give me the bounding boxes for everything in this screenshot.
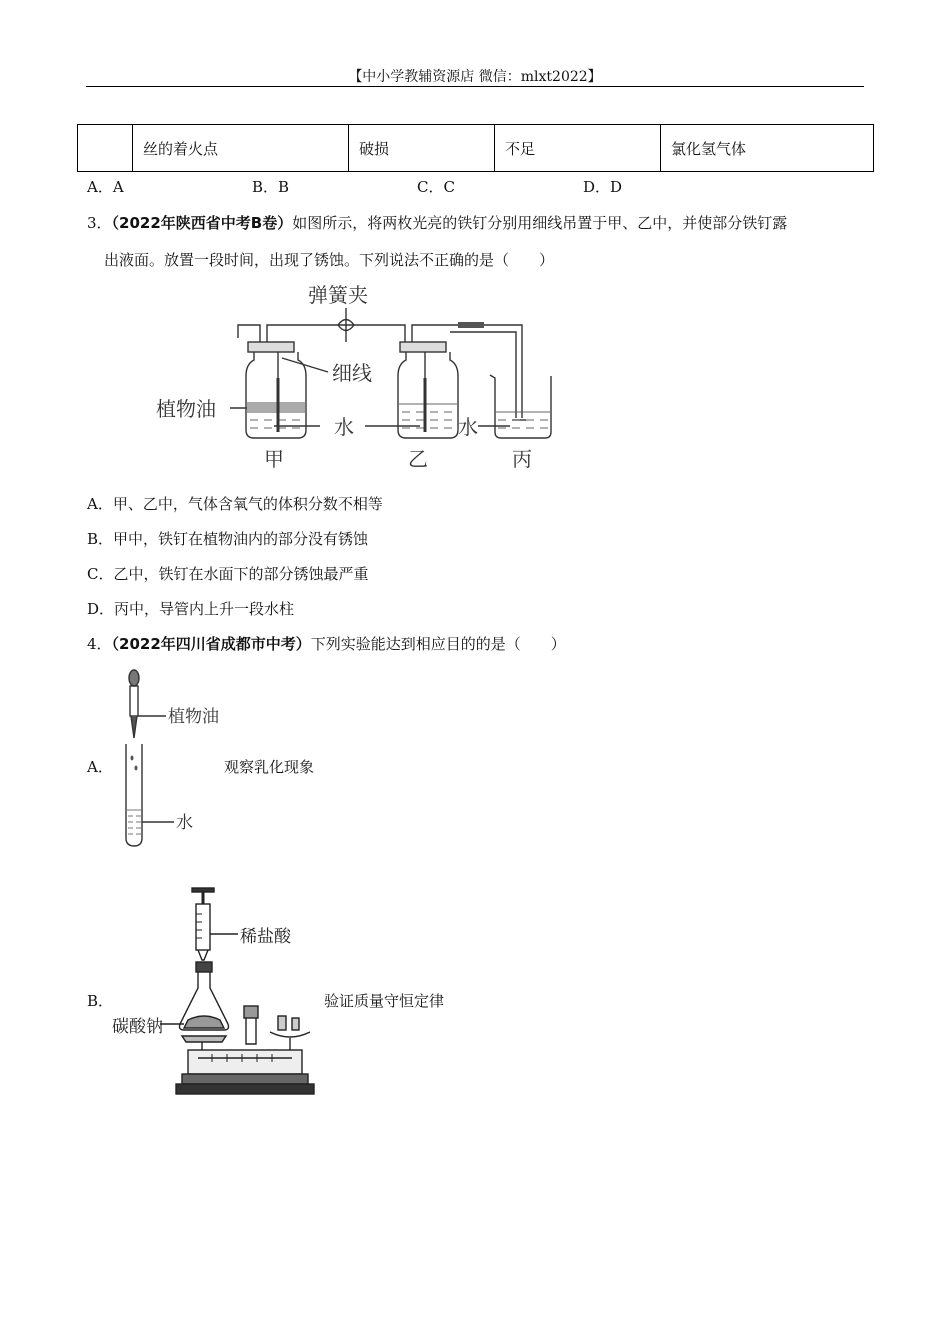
question-4 — [87, 633, 566, 654]
label-thread: 细线 — [332, 361, 372, 385]
option-b-caption: 验证质量守恒定律 — [324, 992, 445, 1010]
option-b: B．甲中，铁钉在植物油内的部分没有锈蚀 — [87, 530, 369, 548]
label-clamp: 弹簧夹 — [308, 283, 368, 307]
table-row — [78, 125, 874, 172]
label-bing: 丙 — [512, 447, 532, 471]
table-cell — [78, 125, 133, 172]
question-stem: 如图所示，将两枚光亮的铁钉分别用细线吊置于甲、乙中，并使部分铁钉露 — [292, 214, 788, 232]
table-cell: 氯化氢气体 — [661, 125, 874, 172]
question-source: （2022年四川省成都市中考） — [111, 635, 311, 653]
label-yi: 乙 — [408, 447, 428, 471]
label-carbonate: 碳酸钠 — [112, 1017, 163, 1037]
label-oil: 植物油 — [168, 707, 219, 727]
mass-conservation-figure — [112, 884, 322, 1100]
choice-b: B．B — [252, 178, 290, 196]
option-b-letter: B． — [87, 992, 114, 1010]
rust-experiment-figure — [150, 280, 570, 475]
question-source: （2022年陕西省中考B卷） — [111, 214, 293, 232]
choice-a: A．A — [87, 178, 124, 196]
options-table — [77, 124, 874, 172]
option-a-caption: 观察乳化现象 — [224, 758, 315, 776]
table-cell: 不足 — [495, 125, 661, 172]
option-d: D．丙中，导管内上升一段水柱 — [87, 600, 295, 618]
label-jia: 甲 — [264, 447, 284, 471]
choice-c: C．C — [417, 178, 455, 196]
option-a-letter: A． — [87, 758, 113, 776]
label-acid: 稀盐酸 — [240, 927, 291, 947]
header-rule — [86, 86, 864, 87]
table-cell: 丝的着火点 — [133, 125, 349, 172]
label-water: 水 — [334, 415, 354, 439]
label-water: 水 — [176, 813, 193, 833]
choice-d: D．D — [583, 178, 623, 196]
emulsification-figure — [108, 664, 238, 854]
question-3-line1 — [87, 212, 787, 233]
question-stem: 下列实验能达到相应目的的是（ ） — [310, 635, 566, 653]
option-c: C．乙中，铁钉在水面下的部分锈蚀最严重 — [87, 565, 369, 583]
question-number: 3． — [87, 214, 112, 232]
page-header: 【中小学教辅资源店 微信：mlxt2022】 — [348, 69, 602, 85]
label-oil: 植物油 — [156, 397, 216, 421]
question-number: 4． — [87, 635, 112, 653]
table-cell: 破损 — [349, 125, 495, 172]
label-water: 水 — [458, 415, 478, 439]
option-a: A．甲、乙中，气体含氧气的体积分数不相等 — [87, 495, 383, 513]
question-3-line2: 出液面。放置一段时间，出现了锈蚀。下列说法不正确的是（ ） — [104, 251, 555, 269]
